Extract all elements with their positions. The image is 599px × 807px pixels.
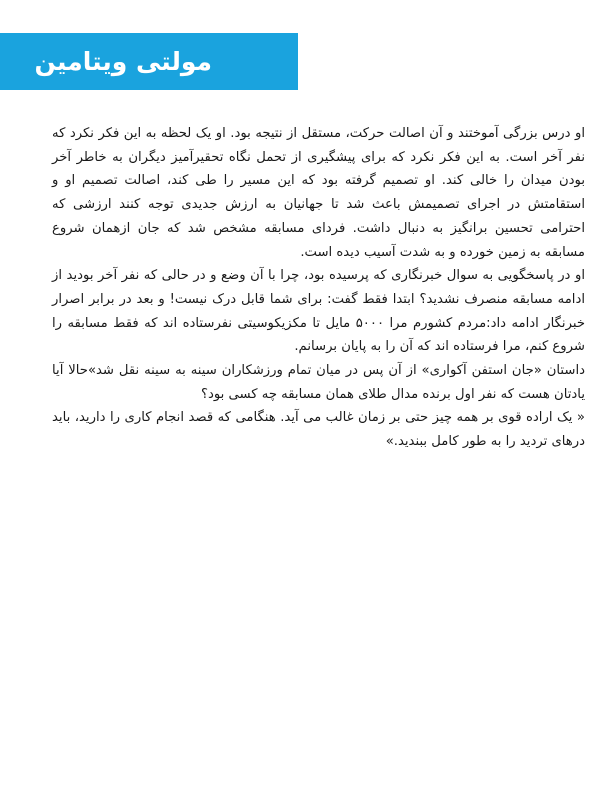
paragraph: داستان «جان استفن آکواری» از آن پس در میان تمام ورزشکاران سینه به سینه نقل شد»حالا آیا یادتان هست که نفر اول برنده مدال طلای همان مسابقه چه کسی بود؟ [52,363,585,402]
paragraph: او درس بزرگی آموختند و آن اصالت حرکت، مستقل از نتیجه بود. او یک لحظه به این فکر نکرد که نفر آخر است. به این فکر نکرد که برای پیشگیری از تحمل نگاه تحقیرآمیز دیگران به خاطر آخر بودن میدان را خالی کند. او تصمیم گرفته بود که این مسیر را طی کند، اصالت تصمیم او و استقامتش در اجرای تصمیمش باعث شد تا جهانیان به ارزش جدیدی توجه کنند ارزشی که احترامی تحسین برانگیز به دنبال داشت. فردای مسابقه مشخص شد که جان ازهمان شروع مسابقه به زمین خورده و به شدت آسیب دیده است. [52,126,585,260]
paragraph: « یک اراده قوی بر همه چیز حتی بر زمان غالب می آید. هنگامی که قصد انجام کاری را دارید، باید درهای تردید را به طور کامل ببندید.» [52,410,585,450]
paragraph: او در پاسخگویی به سوال خبرنگاری که پرسیده بود، چرا با آن وضع و در حالی که نفر آخر بودید از ادامه مسابقه منصرف نشدید؟ ابتدا فقط گفت: برای شما قابل درک نیست! و بعد در برابر اصرار خبرنگار ادامه داد:مردم کشورم مرا ۵۰۰۰ مایل تا مکزیکوسیتی نفرستاده اند که فقط مسابقه را شروع کنم، مرا فرستاده اند که آن را به پایان برسانم. [52,268,585,355]
article-body [52,122,585,454]
page-title: مولتی ویتامین [34,47,212,76]
title-banner [0,33,298,90]
